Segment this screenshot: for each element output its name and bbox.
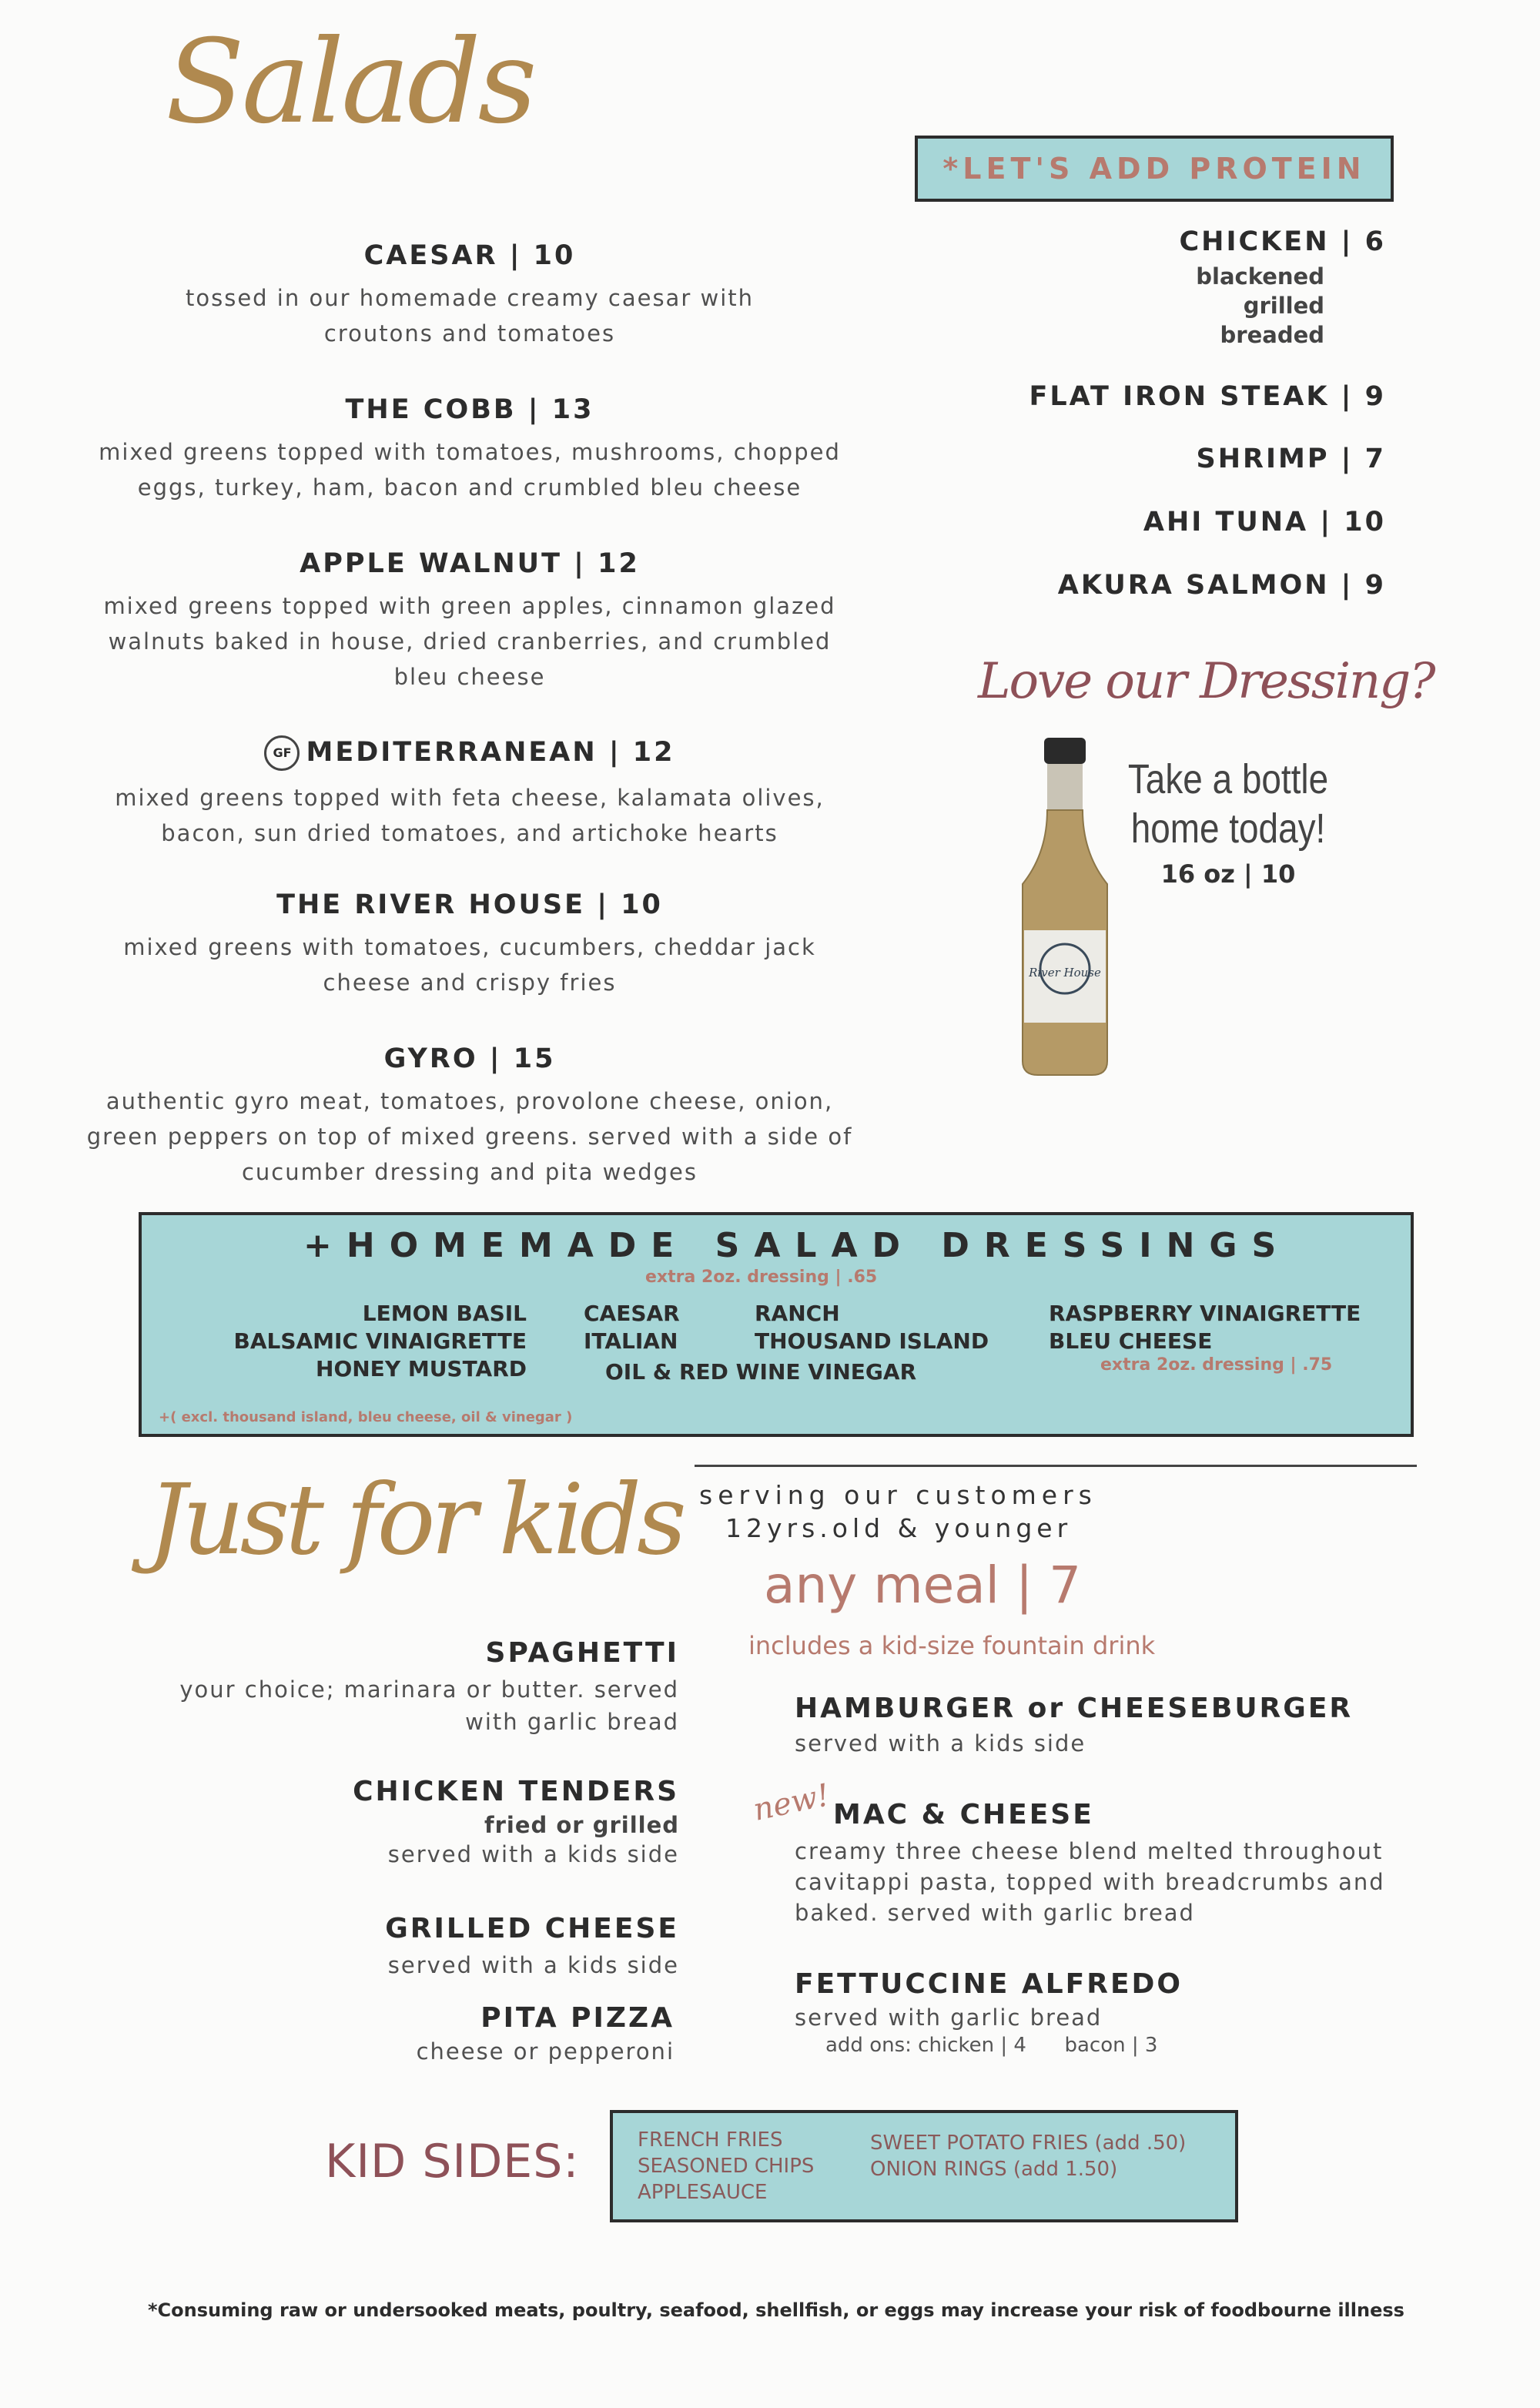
dressings-footnote: +( excl. thousand island, bleu cheese, oil & vinegar )	[159, 1409, 573, 1425]
dressing-option: OIL & RED WINE VINEGAR	[605, 1359, 917, 1385]
serving-line-2: 12yrs.old & younger	[725, 1513, 1073, 1543]
salad-title: CAESAR | 10	[363, 240, 576, 271]
salad-description: mixed greens topped with tomatoes, mushrooms, chopped eggs, turkey, ham, bacon and crumbled bleu cheese	[99, 439, 841, 501]
any-meal-price: any meal | 7	[764, 1556, 1082, 1615]
dressing-column	[584, 1300, 680, 1355]
dressings-extra-note: extra 2oz. dressing | .65	[645, 1268, 878, 1287]
salad-title: THE RIVER HOUSE | 10	[276, 889, 663, 920]
promo-line-1: Take a bottle	[1127, 756, 1329, 802]
salad-description: mixed greens topped with green apples, cinnamon glazed walnuts baked in house, dried cranberries, and crumbled bleu cheese	[103, 593, 836, 690]
dressings-extra-note-2: extra 2oz. dressing | .75	[1100, 1355, 1333, 1375]
dressing-promo-text	[1101, 755, 1355, 889]
kid-item-description: served with garlic bread	[795, 2004, 1103, 2031]
dressing-option: BLEU CHEESE	[1049, 1328, 1213, 1354]
salad-title: APPLE WALNUT | 12	[300, 548, 640, 579]
kid-item	[154, 2002, 675, 2068]
kid-sides-column	[870, 2130, 1186, 2182]
kid-item-description: served with a kids side	[387, 1841, 679, 1867]
protein-item: FLAT IRON STEAK | 9	[1029, 381, 1386, 412]
kid-side-option: FRENCH FRIES	[638, 2128, 783, 2152]
love-dressing-heading: Love our Dressing?	[978, 653, 1435, 710]
promo-price: 16 oz | 10	[1160, 859, 1296, 889]
protein-item: AHI TUNA | 10	[1143, 507, 1386, 538]
salad-title	[154, 735, 785, 771]
salad-description: authentic gyro meat, tomatoes, provolone cheese, onion, green peppers on top of mixed greens. served with a side of cucumber dressing and pita wedges	[86, 1088, 853, 1185]
dressing-option: RANCH	[755, 1301, 840, 1326]
salad-description: mixed greens topped with feta cheese, kalamata olives, bacon, sun dried tomatoes, and artichoke hearts	[115, 785, 825, 846]
kid-side-option: APPLESAUCE	[638, 2181, 768, 2204]
dressing-option: HONEY MUSTARD	[316, 1356, 527, 1382]
dressing-column	[1049, 1300, 1361, 1355]
salad-description: mixed greens with tomatoes, cucumbers, cheddar jack cheese and crispy fries	[123, 934, 816, 996]
kid-item	[795, 1968, 1411, 2057]
kid-item-title: FETTUCCINE ALFREDO	[795, 1968, 1183, 2000]
dressing-option: LEMON BASIL	[362, 1301, 527, 1326]
section-divider	[695, 1465, 1417, 1467]
dressing-option: BALSAMIC VINAIGRETTE	[233, 1328, 527, 1354]
bottle-label-text: River House	[1029, 966, 1101, 980]
salads-heading: Salads	[166, 15, 534, 149]
dressing-bottle-image	[1015, 738, 1115, 1077]
salad-title-text: MEDITERRANEAN | 12	[306, 737, 675, 768]
salad-item	[115, 735, 825, 851]
kid-item-description: your choice; marinara or butter. served with garlic bread	[179, 1676, 679, 1735]
kid-side-option: ONION RINGS (add 1.50)	[870, 2158, 1118, 2181]
new-tag: new!	[750, 1777, 833, 1828]
salad-description: tossed in our homemade creamy caesar with croutons and tomatoes	[186, 285, 754, 347]
kid-item-description: served with a kids side	[795, 1730, 1086, 1757]
dressing-option: THOUSAND ISLAND	[755, 1328, 989, 1354]
serving-line-1: serving our customers	[699, 1480, 1097, 1510]
kid-sides-column	[638, 2127, 814, 2205]
salad-item	[154, 240, 785, 351]
kid-item	[833, 1799, 1418, 1830]
kid-item-description: creamy three cheese blend melted throughout cavitappi pasta, topped with breadcrumbs and baked. served with garlic bread	[795, 1838, 1385, 1926]
protein-item: SHRIMP | 7	[1196, 444, 1386, 474]
salad-item	[99, 394, 841, 505]
kid-sides-box	[610, 2110, 1238, 2222]
serving-note	[699, 1480, 1097, 1543]
salad-dressings-box	[139, 1212, 1414, 1437]
kid-item	[154, 1637, 679, 1738]
kid-item-title: MAC & CHEESE	[833, 1799, 1094, 1830]
kids-heading: Just for kids	[148, 1463, 682, 1576]
dressing-option: ITALIAN	[584, 1328, 678, 1354]
kid-item	[795, 1693, 1411, 1760]
add-protein-label: *LET'S ADD PROTEIN	[942, 152, 1366, 186]
dressings-title: +HOMEMADE SALAD DRESSINGS	[303, 1226, 1291, 1265]
chicken-option: breaded	[1220, 322, 1324, 348]
dressing-option: CAESAR	[584, 1301, 680, 1326]
kid-item-subtitle: fried or grilled	[484, 1812, 679, 1838]
kid-item-title: CHICKEN TENDERS	[353, 1776, 679, 1807]
dressing-option: RASPBERRY VINAIGRETTE	[1049, 1301, 1361, 1326]
add-protein-banner	[915, 136, 1394, 202]
salad-item	[103, 548, 836, 695]
salad-item	[123, 889, 816, 1000]
kid-item	[154, 1913, 679, 1981]
kid-item-description: served with a kids side	[387, 1952, 679, 1978]
chicken-option: blackened	[1196, 263, 1324, 290]
includes-drink-note: includes a kid-size fountain drink	[748, 1631, 1156, 1660]
kid-side-option: SWEET POTATO FRIES (add .50)	[870, 2132, 1187, 2155]
salad-title: THE COBB | 13	[345, 394, 594, 425]
addons-note: add ons: chicken | 4 bacon | 3	[825, 2034, 1158, 2057]
kid-item-title: PITA PIZZA	[480, 2002, 675, 2034]
salad-item	[86, 1043, 853, 1190]
kid-sides-label: KID SIDES:	[325, 2135, 580, 2189]
protein-item: AKURA SALMON | 9	[1057, 570, 1386, 601]
dressing-column	[755, 1300, 989, 1355]
chicken-option: grilled	[1243, 293, 1324, 319]
promo-line-2: home today!	[1130, 805, 1326, 852]
kid-item	[154, 1776, 679, 1870]
chicken-options	[1124, 262, 1324, 350]
kid-item-description: cheese or pepperoni	[416, 2038, 675, 2065]
salad-title: GYRO | 15	[383, 1043, 556, 1074]
kid-item-title: SPAGHETTI	[485, 1637, 679, 1669]
dressing-column	[188, 1300, 527, 1383]
protein-chicken: CHICKEN | 6	[1179, 226, 1386, 257]
kid-side-option: SEASONED CHIPS	[638, 2155, 815, 2178]
kid-item-title: GRILLED CHEESE	[385, 1913, 679, 1944]
gluten-free-icon: GF	[264, 735, 300, 771]
kid-item-title: HAMBURGER or CHEESEBURGER	[795, 1693, 1354, 1724]
food-safety-disclaimer: *Consuming raw or undersooked meats, poultry, seafood, shellfish, or eggs may increase your risk of foodbourne illness	[148, 2299, 1404, 2321]
